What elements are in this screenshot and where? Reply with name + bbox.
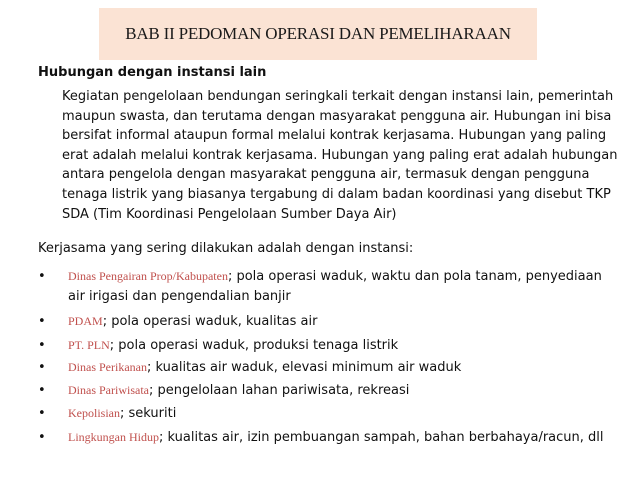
agency-name: Lingkungan Hidup — [68, 430, 159, 444]
list-item-text — [68, 358, 613, 378]
bullet-icon: • — [38, 314, 46, 329]
bullet-icon: • — [38, 406, 46, 421]
list-item-text — [68, 336, 613, 356]
list-item-text — [68, 267, 613, 306]
agency-scope: ; kualitas air, izin pembuangan sampah, bahan berbahaya/racun, dll — [159, 430, 604, 445]
list-item-text — [68, 428, 613, 448]
agency-name: PDAM — [68, 314, 103, 328]
agency-scope: ; kualitas air waduk, elevasi minimum air waduk — [146, 360, 462, 375]
agency-name: Dinas Perikanan — [68, 360, 147, 374]
agency-scope: ; pola operasi waduk, produksi tenaga listrik — [109, 338, 399, 353]
agency-scope: ; pola operasi waduk, waktu dan pola tanam, penyediaan air irigasi dan pengendalian banjir — [68, 269, 602, 304]
bullet-icon: • — [38, 269, 46, 284]
list-item-text — [68, 404, 613, 424]
page-title: BAB II PEDOMAN OPERASI DAN PEMELIHARAAN — [125, 24, 511, 43]
list-item-text — [68, 381, 613, 401]
bullet-icon: • — [38, 383, 46, 398]
agency-name: PT. PLN — [68, 338, 110, 352]
list-item-text — [68, 312, 613, 332]
agency-name: Dinas Pariwisata — [68, 383, 149, 397]
section-heading: Hubungan dengan instansi lain — [38, 65, 267, 80]
agency-name: Dinas Pengairan Prop/Kabupaten — [68, 269, 228, 283]
bullet-icon: • — [38, 360, 46, 375]
bullet-icon: • — [38, 338, 46, 353]
intro-text: Kerjasama yang sering dilakukan adalah dengan instansi: — [38, 241, 414, 256]
agency-scope: ; pola operasi waduk, kualitas air — [102, 314, 318, 329]
bullet-icon: • — [38, 430, 46, 445]
agency-scope: ; pengelolaan lahan pariwisata, rekreasi — [148, 383, 410, 398]
body-paragraph: Kegiatan pengelolaan bendungan seringkali terkait dengan instansi lain, pemerintah maupun swasta, dan terutama dengan masyarakat pengguna air. Hubungan ini bisa bersifat informal ataupun formal melalui kontrak kerjasama. Hubungan yang paling erat adalah melalui kontrak kerjasama. Hubungan yang paling erat adalah hubungan antara pengelola dengan masyarakat pengguna air, termasuk dengan pengguna tenaga listrik yang biasanya tergabung di dalam badan koordinasi yang disebut TKP SDA (Tim Koordinasi Pengelolaan Sumber Daya Air) — [62, 89, 618, 222]
agency-name: Kepolisian — [68, 406, 120, 420]
agency-scope: ; sekuriti — [120, 406, 177, 421]
